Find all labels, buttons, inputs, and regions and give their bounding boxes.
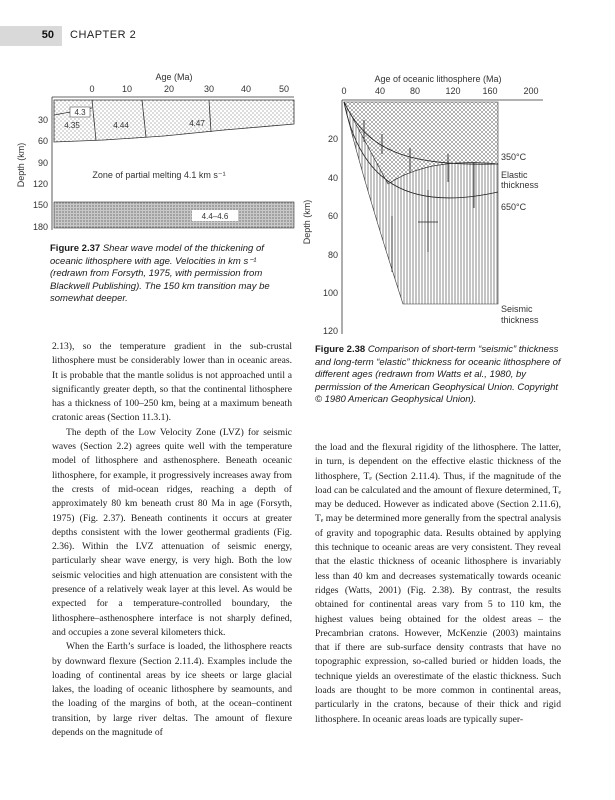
paragraph: 2.13), so the temperature gradient in the sub-crustal lithosphere must be considerably lower than in oceanic areas. It is probable that the mantle solidus is not approached until a significantly greater depth, so that the continental lithosphere has a thickness of 100–250 km, being at a maximum beneath cratonic areas (Section 11.3.1). — [52, 341, 292, 424]
fig238-x-ticks — [341, 86, 538, 96]
fig238-ytick: 120 — [322, 326, 338, 336]
fig237-ytick: 150 — [32, 200, 48, 210]
right-column — [315, 441, 561, 727]
fig237-ytick: 180 — [32, 222, 48, 232]
fig237-ytick: 30 — [37, 115, 48, 125]
caption-label: Figure 2.37 — [50, 243, 101, 254]
fig237-x-ticks — [89, 84, 289, 94]
fig238-elastic-label: thickness — [501, 180, 539, 190]
paragraph: When the Earth’s surface is loaded, the lithosphere reacts by downward flexure (Section 2.11.4). Examples include the loading of continental areas by ice sheets or large glacial lakes, the loading of oceanic lithosphere by seamounts, and the loading of the margins of both, at the ocean–continent transition, by large river deltas. The amount of flexure depends on the magnitude of — [52, 641, 292, 739]
fig237-velocity-label: 4.47 — [189, 119, 205, 128]
fig237-xtick: 30 — [203, 84, 215, 94]
fig237-y-ticks — [33, 115, 48, 232]
fig237-ytick: 90 — [37, 158, 48, 168]
fig238-ytick: 40 — [327, 173, 338, 183]
fig237-ytick: 60 — [37, 136, 48, 146]
fig238-xtick: 40 — [374, 86, 386, 96]
fig237-xtick: 0 — [89, 84, 95, 94]
fig237-xtick: 50 — [278, 84, 290, 94]
page-number-box — [0, 26, 62, 46]
figure-2-38-caption — [315, 344, 561, 407]
page-number: 50 — [41, 29, 54, 41]
fig237-melt-label: Zone of partial melting 4.1 km s⁻¹ — [92, 170, 226, 180]
fig237-xtick: 20 — [163, 84, 175, 94]
fig238-ytick: 80 — [327, 250, 338, 260]
fig238-y-title: Depth (km) — [302, 199, 312, 245]
fig237-velocity-label: 4.4–4.6 — [201, 212, 229, 221]
fig237-xtick: 10 — [121, 84, 133, 94]
fig238-ytick: 60 — [327, 211, 338, 221]
fig238-xtick: 200 — [523, 86, 539, 96]
fig238-xtick: 120 — [445, 86, 461, 96]
figure-2-38 — [298, 72, 560, 340]
figure-2-37 — [14, 70, 304, 240]
fig237-x-title: Age (Ma) — [155, 72, 193, 82]
left-column — [52, 340, 292, 740]
fig238-seismic-label: thickness — [501, 315, 539, 325]
fig237-velocity-label: 4.44 — [113, 121, 129, 130]
fig238-seismic-label: Seismic — [501, 304, 533, 314]
fig238-elastic-label: Elastic — [501, 170, 528, 180]
caption-text: Shear wave model of the thickening of oceanic lithosphere with age. Velocities in km s⁻¹ (redrawn from Forsyth, 1975, with permission from Blackwell Publishing). The 150 km transition may be somewhat deeper. — [50, 243, 270, 305]
fig237-ytick: 120 — [32, 179, 48, 189]
figure-2-37-caption — [50, 243, 288, 306]
fig238-y-ticks — [323, 134, 338, 336]
fig238-ytick: 100 — [322, 288, 338, 298]
paragraph: the load and the flexural rigidity of the lithosphere. The latter, in turn, is dependent on the effective elastic thickness of the lithosphere, Tₑ (Section 2.11.4). Thus, if the magnitude of the load can be calculated and the amount of flexure determined, Tₑ may be deduced. However as indicated above (Section 2.11.6), Tₑ may be determined more generally from the spectral analysis of gravity and topographic data. Results obtained by applying this technique to oceanic areas are very consistent. They reveal that the elastic thickness of oceanic lithosphere is invariably less than 40 km and decreases systematically towards oceanic ridges (Watts, 2001) (Fig. 2.38). By contrast, the results obtained for continental areas vary from 5 to 110 km, the highest values being obtained for the oldest areas – the Precambrian cratons. However, McKenzie (2003) maintains that if there are sub-surface density contrasts that have no topographic expression, so-called buried or hidden loads, the technique yields an overestimate of the elastic thickness. Such loads are thought to be more common in continental areas, particularly in the cratons, because of their thick and rigid lithosphere. In oceanic areas loads are typically super- — [315, 442, 561, 725]
running-header — [0, 26, 615, 46]
fig238-x-title: Age of oceanic lithosphere (Ma) — [374, 74, 502, 84]
fig238-isotherm-350: 350°C — [501, 152, 527, 162]
chapter-title: CHAPTER 2 — [70, 29, 137, 41]
fig237-xtick: 40 — [240, 84, 252, 94]
paragraph: The depth of the Low Velocity Zone (LVZ) for seismic waves (Section 2.2) agrees quite well with the temperature model of lithosphere and asthenosphere. Beneath oceanic lithosphere, for example, it progressively increases away from the crests of mid-ocean ridges, reaching a depth of approximately 80 km beneath crust 80 Ma in age (Forsyth, 1975) (Fig. 2.37). Beneath continents it occurs at greater depths consistent with the lower geothermal gradients (Fig. 2.36). Within the LVZ attenuation of seismic energy, particularly shear wave energy, is very high. Both the low seismic velocities and high attenuation are consistent with the presence of a relatively weak layer at this level. As would be expected for a temperature-controlled boundary, the lithosphere–asthenosphere interface is not sharply defined, and occupies a zone several kilometers thick. — [52, 426, 292, 638]
fig238-xtick: 0 — [341, 86, 347, 96]
fig237-velocity-label: 4.3 — [74, 108, 86, 117]
fig238-isotherm-650: 650°C — [501, 202, 527, 212]
fig238-xtick: 160 — [482, 86, 498, 96]
caption-label: Figure 2.38 — [315, 344, 366, 355]
fig238-xtick: 80 — [409, 86, 421, 96]
fig237-velocity-label: 4.35 — [64, 121, 80, 130]
fig237-y-title: Depth (km) — [16, 142, 26, 188]
fig238-ytick: 20 — [327, 134, 338, 144]
caption-text: Comparison of short-term “seismic” thickness and long-term “elastic” thickness for oceanic lithosphere of different ages (redrawn from Watts et al., 1980, by permission of the American Geophysical Union. Copyright © 1980 American Geophysical Union). — [315, 344, 561, 406]
